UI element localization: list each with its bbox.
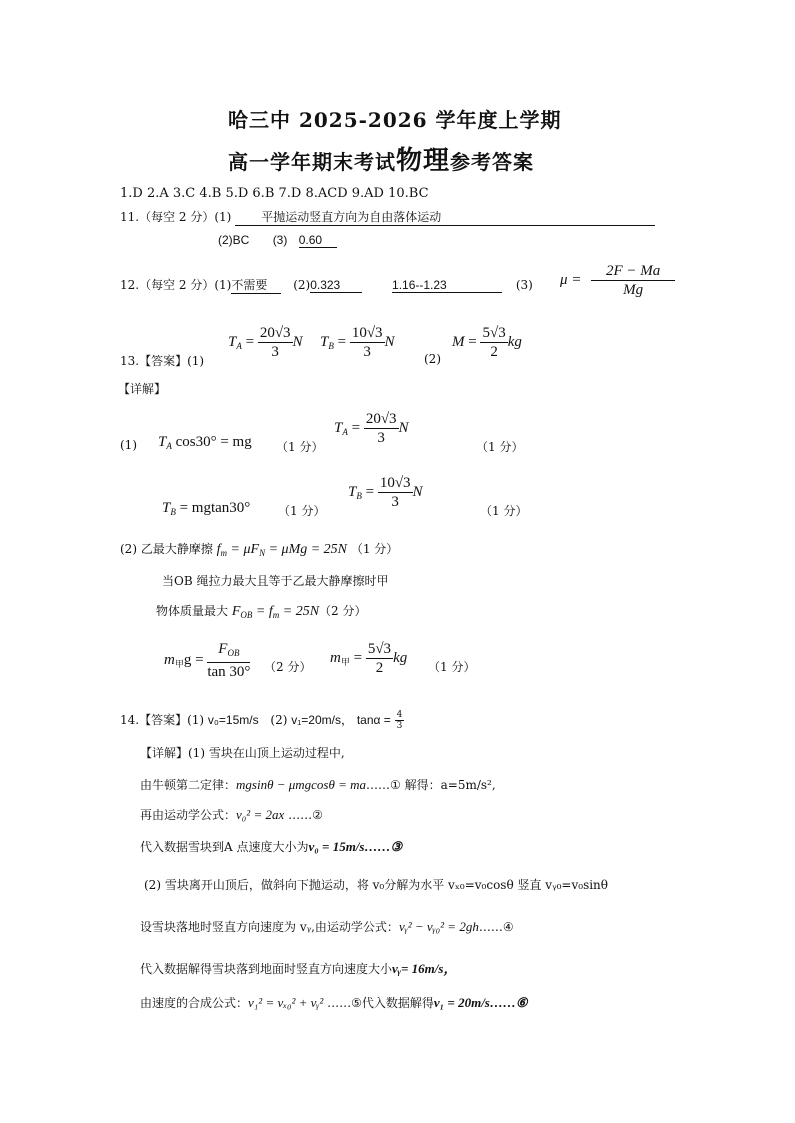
- q13-step2-expr: [162, 500, 250, 517]
- q13-part2-line2: 当OB 绳拉力最大且等于乙最大静摩擦时甲: [162, 574, 389, 588]
- s1-t: T: [158, 434, 167, 450]
- q13-ta: [228, 324, 303, 361]
- mjv-eq: =: [353, 649, 363, 666]
- q13-m: [452, 324, 522, 361]
- q14-answer-line: [120, 710, 404, 731]
- l5-b: vᵧ² − vᵧ₀² = 2gh: [398, 919, 479, 934]
- title-line-2: [228, 140, 534, 177]
- q13-step1-expr: [158, 434, 252, 451]
- q13-tb: [320, 324, 395, 361]
- q13-mjia-pts: （2 分）: [264, 660, 312, 674]
- q13-step1-pts: （1 分）: [276, 440, 324, 454]
- q13-step1-pts-b: （1 分）: [476, 440, 524, 454]
- mj-den: tan 30°: [207, 664, 251, 680]
- q11-line-2: [218, 233, 337, 248]
- tb-sub: B: [328, 340, 334, 351]
- s1b-t: T: [334, 419, 343, 436]
- l6-b: vᵧ= 16m/s，: [392, 961, 457, 976]
- q14-v1: v₁=20m/s，: [291, 713, 353, 727]
- q12-formula: [560, 262, 675, 299]
- l7-b: v₁² = vₓ₀² + vᵧ²: [248, 995, 324, 1010]
- p4-rest: = f: [255, 604, 273, 619]
- l3-b: v₀ = 15m/s……③: [308, 839, 403, 854]
- s2b-unit: N: [412, 483, 423, 500]
- q13-part2-line3: [156, 602, 367, 620]
- q11-answer-3: 0.60: [299, 233, 337, 248]
- p4-pts: （2 分）: [319, 604, 367, 618]
- q14-line-3: [140, 838, 402, 855]
- ta-den: 3: [271, 344, 279, 360]
- p4-sub: OB: [240, 610, 253, 620]
- q14-line-5: [140, 918, 514, 935]
- ta-symbol: T: [228, 333, 237, 350]
- q14-line-1: [140, 776, 496, 793]
- q11-answer-3-label: (3): [272, 233, 288, 247]
- tb-symbol: T: [320, 333, 329, 350]
- q11-line-1: [120, 208, 655, 226]
- s2-rest: = mgtan30°: [179, 500, 251, 516]
- ta-num: 20√3: [259, 325, 291, 341]
- s1-rest: cos30° = mg: [175, 434, 252, 450]
- l7-a: 由速度的合成公式：: [140, 996, 249, 1010]
- mj-num-sub: OB: [227, 648, 240, 658]
- p2-m: m: [220, 548, 228, 558]
- q12-answer-2-label: (2): [293, 278, 311, 292]
- q12-mu: μ =: [560, 271, 582, 288]
- q14-tan-den: 3: [396, 721, 403, 731]
- ta-sub: A: [236, 340, 242, 351]
- q12-answer-2: 0.323: [310, 278, 362, 293]
- tb-eq: =: [337, 333, 347, 350]
- q14-part2: (2): [270, 713, 288, 727]
- mjv-den: 2: [375, 660, 384, 676]
- l3-a: 代入数据雪块到A 点速度大小为: [140, 840, 309, 854]
- mjv-num: 5√3: [367, 641, 392, 657]
- l2-a: 再由运动学公式：: [140, 808, 237, 822]
- q14-tan-num: 4: [396, 710, 403, 720]
- q14-detail-lead: 【详解】(1) 雪块在山顶上运动过程中,: [140, 746, 345, 760]
- s2b-den: 3: [391, 494, 399, 510]
- s1-sub: A: [166, 441, 172, 451]
- l5-c: ……④: [478, 920, 514, 934]
- m-symbol: M: [452, 333, 465, 350]
- q14-line-2: [140, 806, 323, 823]
- m-den: 2: [490, 344, 498, 360]
- q14-v0: v₀=15m/s: [207, 713, 259, 727]
- q12-answer-2b: 1.16--1.23: [392, 278, 502, 293]
- q12-frac-den: Mg: [623, 282, 644, 298]
- q13-step2-pts: （1 分）: [278, 504, 326, 518]
- title-line-1: 哈三中 2025-2026 学年度上学期: [228, 108, 562, 132]
- mj-sub: 甲: [174, 658, 184, 669]
- p4-m: m: [272, 610, 280, 620]
- q14-line-7: [140, 994, 528, 1011]
- l7-d: v₁ = 20m/s……⑥: [433, 995, 528, 1010]
- q12-frac-num: 2F − Ma: [591, 262, 675, 281]
- s2b-sub: B: [356, 490, 362, 501]
- p4-text: 物体质量最大: [156, 604, 229, 618]
- q13-lead: 13.【答案】(1): [120, 354, 205, 368]
- mjv-m: m: [330, 649, 341, 666]
- mj-g: g =: [183, 651, 204, 668]
- p2-n: N: [259, 548, 266, 558]
- q11-answer-2: (2)BC: [218, 233, 250, 247]
- title-physics: 物理: [396, 146, 451, 176]
- q12-answer-3-label: (3): [515, 278, 533, 292]
- q12-lead: 12.（每空 2 分）(1): [120, 278, 232, 292]
- q14-tan: tanα =: [356, 713, 391, 727]
- p2-text: (2) 乙最大静摩擦: [120, 542, 213, 556]
- s2-sub: B: [170, 507, 176, 517]
- ta-unit: N: [292, 333, 303, 350]
- p2-pts: （1 分）: [350, 542, 399, 556]
- s1b-unit: N: [398, 419, 409, 436]
- s2b-num: 10√3: [379, 475, 411, 491]
- l1-c: ……① 解得：a=5m/s²,: [366, 778, 496, 792]
- l1-b: mgsinθ − μmgcosθ = ma: [236, 777, 367, 792]
- l1-a: 由牛顿第二定律：: [140, 778, 237, 792]
- m-unit: kg: [507, 333, 522, 350]
- mjv-unit: kg: [393, 649, 408, 666]
- l2-b: v₀² = 2ax: [236, 807, 285, 822]
- l6-a: 代入数据解得雪块落到地面时竖直方向速度大小: [140, 962, 393, 976]
- p2-f: f: [216, 542, 221, 557]
- q11-answer-1: 平抛运动竖直方向为自由落体运动: [235, 208, 655, 226]
- s2b-t: T: [348, 483, 357, 500]
- p4-rest2: = 25N: [282, 604, 320, 619]
- mjv-sub: 甲: [340, 656, 350, 667]
- p2-rest: = μF: [230, 542, 260, 557]
- tb-unit: N: [384, 333, 395, 350]
- q13-part2: (2): [424, 352, 441, 366]
- q13-step2-tb: [348, 474, 423, 511]
- l2-c: ……②: [284, 808, 323, 822]
- s1b-sub: A: [342, 426, 348, 437]
- q13-mjia-val-pts: （1 分）: [428, 660, 476, 674]
- q11-lead: 11.（每空 2 分）(1): [120, 210, 232, 224]
- q13-step1-ta: [334, 410, 409, 447]
- q13-detail-heading: 【详解】: [118, 382, 167, 396]
- q13-mjia-eq: [164, 640, 250, 681]
- s1b-den: 3: [377, 430, 385, 446]
- tb-den: 3: [363, 344, 371, 360]
- title-line-2-pre: 高一学年期末考试: [228, 150, 396, 174]
- mj-m: m: [164, 651, 175, 668]
- q13-part2-line: [120, 540, 398, 558]
- l5-a: 设雪块落地时竖直方向速度为 vᵧ,由运动学公式：: [140, 920, 399, 934]
- s2-t: T: [162, 500, 171, 516]
- m-eq: =: [468, 333, 477, 350]
- q14-line-6: [140, 958, 456, 977]
- q14-line-4: (2) 雪块离开山顶后，做斜向下抛运动，将 v₀分解为水平 vₓ₀=v₀cosθ 竖直 vᵧ₀=v₀sinθ: [144, 878, 609, 892]
- q12-answer-1: 不需要: [231, 276, 281, 294]
- ta-eq: =: [245, 333, 255, 350]
- q13-mjia-val: [330, 640, 407, 677]
- q12-line: [120, 276, 533, 294]
- s2b-eq: =: [365, 483, 375, 500]
- l7-c: ……⑤代入数据解得: [323, 996, 434, 1010]
- tb-num: 10√3: [351, 325, 383, 341]
- s1b-num: 20√3: [365, 411, 397, 427]
- m-num: 5√3: [482, 325, 506, 341]
- mj-num-f: F: [218, 641, 228, 657]
- q14-lead: 14.【答案】(1): [120, 713, 205, 727]
- p2-rest2: = μMg = 25N: [268, 542, 348, 557]
- q13-step1-label: (1): [120, 438, 137, 452]
- s1b-eq: =: [351, 419, 361, 436]
- title-line-2-post: 参考答案: [450, 150, 535, 174]
- q13-step2-pts-b: （1 分）: [480, 504, 528, 518]
- mc-answers: 1.D 2.A 3.C 4.B 5.D 6.B 7.D 8.ACD 9.AD 10.BC: [120, 186, 429, 201]
- p4-f: F: [231, 604, 241, 619]
